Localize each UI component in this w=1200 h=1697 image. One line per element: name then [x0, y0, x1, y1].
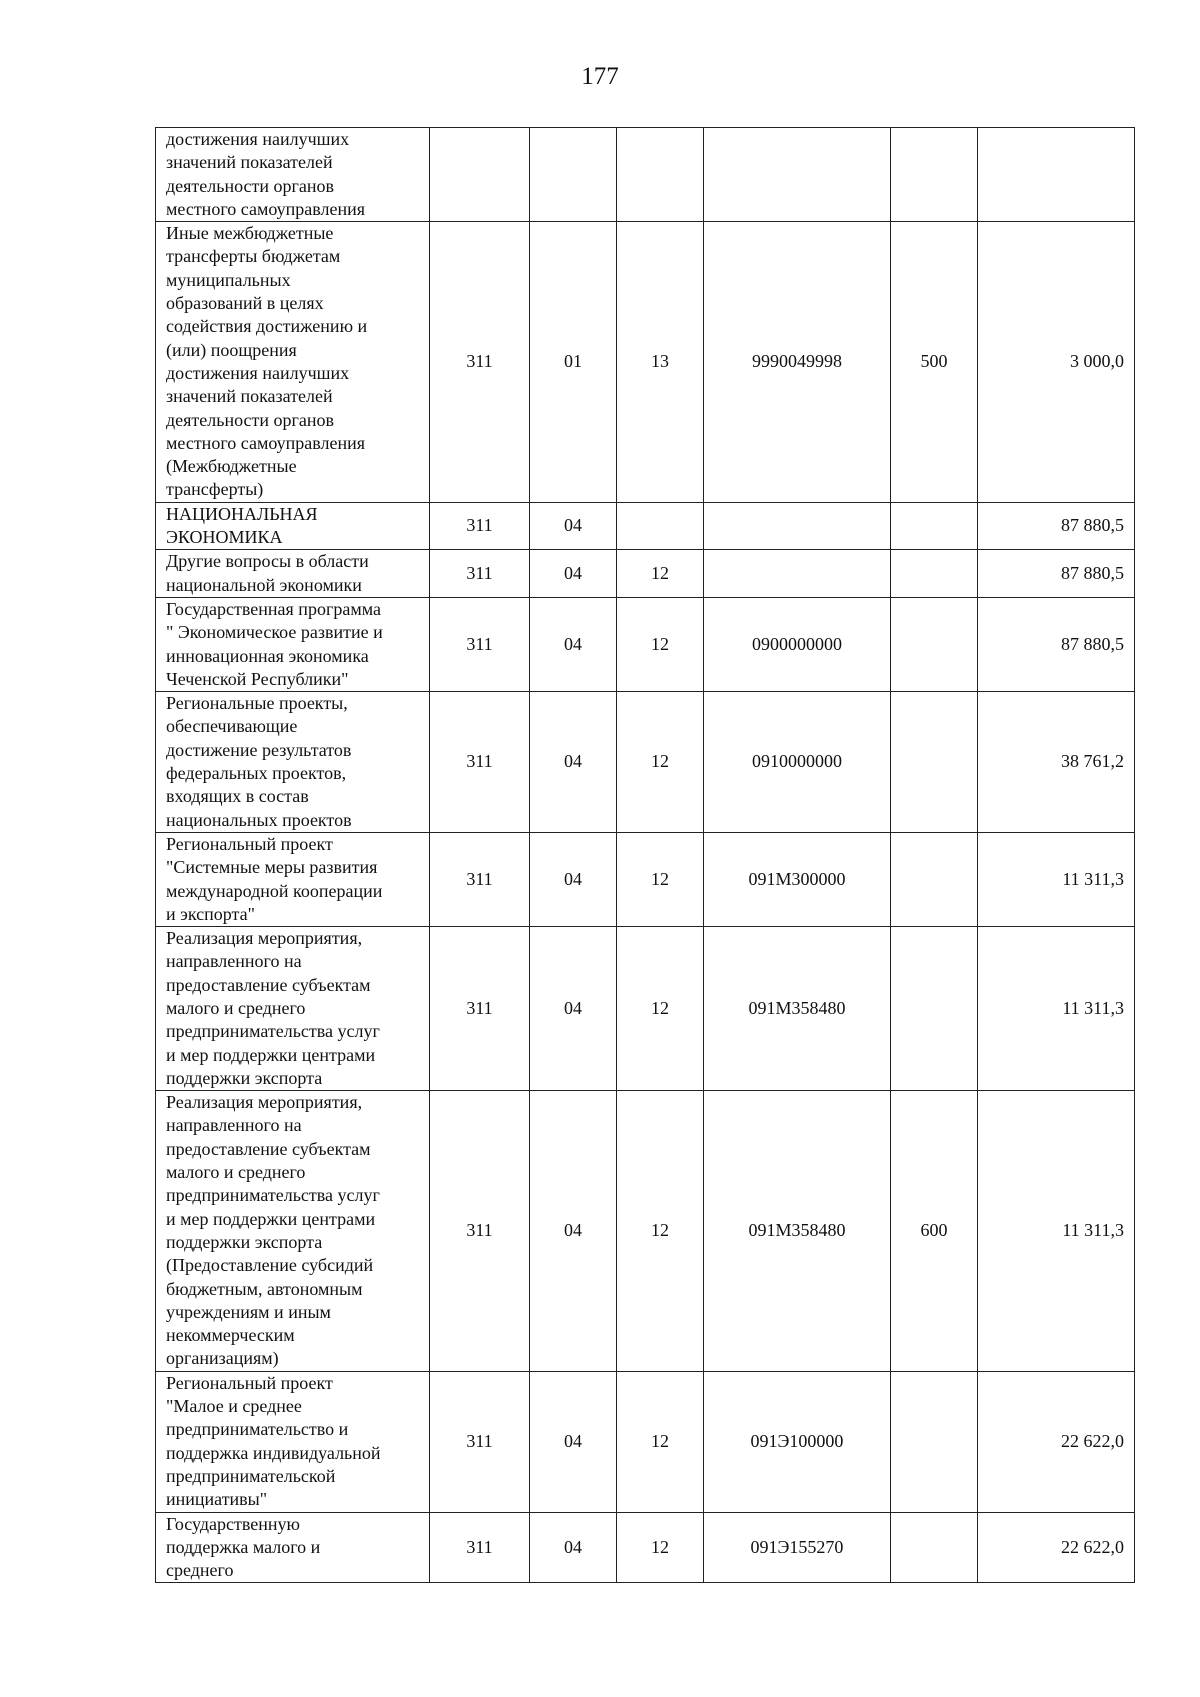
table-row [156, 832, 1135, 926]
table-row [156, 502, 1135, 550]
glav-code: 311 [430, 502, 530, 550]
target-article-code: 091М300000 [704, 832, 891, 926]
section-code: 04 [530, 1512, 617, 1583]
table-row [156, 692, 1135, 833]
target-article-code: 091М358480 [704, 1091, 891, 1372]
row-name: Региональный проект "Системные меры развития международной кооперации и экспорта" [156, 832, 430, 926]
expense-type-code [891, 550, 978, 598]
expense-type-code: 600 [891, 1091, 978, 1372]
row-name: Другие вопросы в области национальной экономики [156, 550, 430, 598]
amount: 11 311,3 [978, 927, 1135, 1091]
page-number: 177 [581, 63, 619, 90]
amount: 11 311,3 [978, 1091, 1135, 1372]
table-row [156, 1512, 1135, 1583]
amount: 87 880,5 [978, 597, 1135, 691]
amount: 87 880,5 [978, 550, 1135, 598]
section-code: 04 [530, 502, 617, 550]
subsection-code: 12 [617, 1512, 704, 1583]
glav-code: 311 [430, 1371, 530, 1512]
subsection-code: 12 [617, 692, 704, 833]
glav-code: 311 [430, 832, 530, 926]
glav-code: 311 [430, 1512, 530, 1583]
section-code: 04 [530, 692, 617, 833]
target-article-code: 0900000000 [704, 597, 891, 691]
expense-type-code: 500 [891, 222, 978, 503]
amount: 11 311,3 [978, 832, 1135, 926]
subsection-code: 12 [617, 1091, 704, 1372]
row-name: НАЦИОНАЛЬНАЯ ЭКОНОМИКА [156, 502, 430, 550]
table-row [156, 597, 1135, 691]
row-name: Региональные проекты, обеспечивающие достижение результатов федеральных проектов, входящих в состав национальных проектов [156, 692, 430, 833]
expense-type-code [891, 832, 978, 926]
table-row [156, 927, 1135, 1091]
expense-type-code [891, 502, 978, 550]
amount: 22 622,0 [978, 1512, 1135, 1583]
glav-code: 311 [430, 927, 530, 1091]
amount: 38 761,2 [978, 692, 1135, 833]
table-row [156, 1091, 1135, 1372]
target-article-code [704, 550, 891, 598]
target-article-code [704, 128, 891, 222]
row-name: Государственную поддержка малого и среднего [156, 1512, 430, 1583]
target-article-code: 0910000000 [704, 692, 891, 833]
section-code [530, 128, 617, 222]
glav-code: 311 [430, 222, 530, 503]
row-name: Реализация мероприятия, направленного на предоставление субъектам малого и среднего предпринимательства услуг и мер поддержки центрами поддержки экспорта [156, 927, 430, 1091]
section-code: 04 [530, 927, 617, 1091]
subsection-code: 12 [617, 1371, 704, 1512]
section-code: 01 [530, 222, 617, 503]
table-row [156, 222, 1135, 503]
budget-table-body [156, 128, 1135, 1583]
subsection-code [617, 502, 704, 550]
section-code: 04 [530, 832, 617, 926]
subsection-code [617, 128, 704, 222]
expense-type-code [891, 597, 978, 691]
subsection-code: 12 [617, 832, 704, 926]
glav-code: 311 [430, 597, 530, 691]
expense-type-code [891, 692, 978, 833]
subsection-code: 12 [617, 550, 704, 598]
row-name: Государственная программа " Экономическое развитие и инновационная экономика Чеченской Республики" [156, 597, 430, 691]
amount: 22 622,0 [978, 1371, 1135, 1512]
section-code: 04 [530, 1091, 617, 1372]
expense-type-code [891, 1512, 978, 1583]
row-name: Региональный проект "Малое и среднее предпринимательство и поддержка индивидуальной предпринимательской инициативы" [156, 1371, 430, 1512]
expense-type-code [891, 128, 978, 222]
amount: 87 880,5 [978, 502, 1135, 550]
target-article-code: 091М358480 [704, 927, 891, 1091]
section-code: 04 [530, 1371, 617, 1512]
amount [978, 128, 1135, 222]
table-row [156, 128, 1135, 222]
target-article-code: 9990049998 [704, 222, 891, 503]
table-row [156, 550, 1135, 598]
subsection-code: 13 [617, 222, 704, 503]
expense-type-code [891, 927, 978, 1091]
glav-code: 311 [430, 692, 530, 833]
glav-code: 311 [430, 1091, 530, 1372]
budget-table [155, 127, 1135, 1583]
subsection-code: 12 [617, 597, 704, 691]
table-row [156, 1371, 1135, 1512]
row-name: Реализация мероприятия, направленного на предоставление субъектам малого и среднего предпринимательства услуг и мер поддержки центрами поддержки экспорта (Предоставление субсидий бюджетным, автономным учреждениям и иным некоммерческим организациям) [156, 1091, 430, 1372]
subsection-code: 12 [617, 927, 704, 1091]
target-article-code [704, 502, 891, 550]
section-code: 04 [530, 550, 617, 598]
target-article-code: 091Э100000 [704, 1371, 891, 1512]
glav-code [430, 128, 530, 222]
expense-type-code [891, 1371, 978, 1512]
section-code: 04 [530, 597, 617, 691]
row-name: достижения наилучших значений показателей деятельности органов местного самоуправления [156, 128, 430, 222]
glav-code: 311 [430, 550, 530, 598]
amount: 3 000,0 [978, 222, 1135, 503]
target-article-code: 091Э155270 [704, 1512, 891, 1583]
row-name: Иные межбюджетные трансферты бюджетам муниципальных образований в целях содействия достижению и (или) поощрения достижения наилучших значений показателей деятельности органов местного самоуправления (Межбюджетные трансферты) [156, 222, 430, 503]
